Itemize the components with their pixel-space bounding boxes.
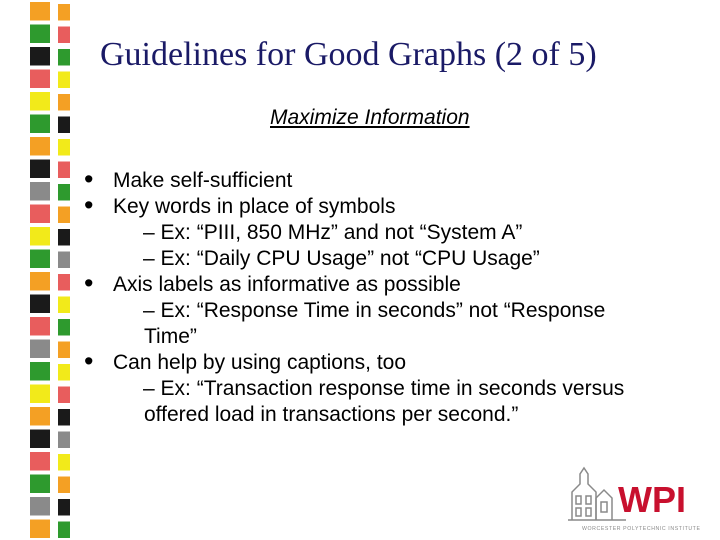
stripe-block: [58, 432, 70, 449]
stripe-block: [58, 274, 70, 291]
stripe-block: [30, 430, 50, 449]
wpi-logo: [566, 462, 716, 534]
sub-bullet-continuation: offered load in transactions per second.”: [144, 403, 519, 426]
stripe-block: [58, 117, 70, 134]
bullet-item: [84, 190, 684, 220]
stripe-block: [58, 139, 70, 156]
bullet-item: [84, 268, 684, 298]
sub-bullet-item: [84, 298, 684, 324]
sub-bullet-text: Ex: “Transaction response time in seconds versus: [160, 377, 625, 400]
bullet-marker: •: [84, 346, 94, 376]
bullet-item: [84, 164, 684, 194]
stripe-block: [58, 27, 70, 44]
stripe-block: [30, 272, 50, 291]
stripe-block: [58, 184, 70, 201]
stripe-block: [30, 362, 50, 381]
sub-bullet-continuation: Time”: [144, 325, 197, 348]
stripe-block: [30, 92, 50, 111]
sub-bullet-text: Ex: “Daily CPU Usage” not “CPU Usage”: [160, 247, 540, 270]
stripe-block: [30, 115, 50, 134]
stripe-block: [58, 319, 70, 336]
slide-title: Guidelines for Good Graphs (2 of 5): [100, 36, 597, 73]
bullet-list: [84, 164, 684, 428]
bullet-text: Can help by using captions, too: [113, 351, 407, 374]
dash-marker: –: [143, 299, 155, 322]
decorative-color-stripe: [0, 0, 80, 540]
stripe-block: [30, 250, 50, 269]
stripe-block: [30, 25, 50, 44]
bullet-text: Key words in place of symbols: [113, 195, 396, 218]
stripe-block: [58, 522, 70, 539]
dash-marker: –: [143, 247, 155, 270]
stripe-block: [30, 2, 50, 21]
stripe-block: [58, 477, 70, 494]
stripe-block: [30, 317, 50, 336]
sub-bullet-item: [84, 246, 684, 272]
bullet-item: [84, 346, 684, 376]
stripe-block: [58, 162, 70, 179]
stripe-block: [30, 340, 50, 359]
stripe-block: [58, 364, 70, 381]
stripe-block: [30, 70, 50, 89]
stripe-block: [30, 295, 50, 314]
stripe-block: [58, 72, 70, 89]
stripe-block: [58, 297, 70, 314]
sub-bullet-item: [84, 376, 684, 402]
stripe-block: [30, 182, 50, 201]
stripe-block: [30, 160, 50, 179]
stripe-block: [58, 94, 70, 111]
stripe-block: [58, 229, 70, 246]
bullet-text: Axis labels as informative as possible: [113, 273, 461, 296]
stripe-block: [30, 137, 50, 156]
stripe-block: [30, 520, 50, 539]
stripe-block: [30, 475, 50, 494]
stripe-block: [58, 252, 70, 269]
stripe-block: [30, 452, 50, 471]
stripe-block: [58, 387, 70, 404]
stripe-block: [58, 49, 70, 66]
stripe-block: [30, 497, 50, 516]
dash-marker: –: [143, 377, 155, 400]
bullet-text: Make self-sufficient: [113, 169, 293, 192]
logo-wordmark: WPI: [618, 479, 686, 520]
stripe-block: [58, 207, 70, 224]
stripe-block: [58, 409, 70, 426]
stripe-block: [58, 342, 70, 359]
bullet-marker: •: [84, 268, 94, 298]
logo-tagline: WORCESTER POLYTECHNIC INSTITUTE: [582, 526, 701, 532]
stripe-block: [30, 47, 50, 66]
sub-bullet-item: [84, 220, 684, 246]
stripe-block: [30, 407, 50, 426]
bullet-marker: •: [84, 190, 94, 220]
dash-marker: –: [143, 221, 155, 244]
stripe-block: [30, 205, 50, 224]
stripe-block: [58, 454, 70, 471]
stripe-block: [30, 385, 50, 404]
stripe-block: [58, 499, 70, 516]
sub-bullet-text: Ex: “PIII, 850 MHz” and not “System A”: [160, 221, 523, 244]
bullet-marker: •: [84, 164, 94, 194]
stripe-block: [30, 227, 50, 246]
sub-bullet-text: Ex: “Response Time in seconds” not “Response: [160, 299, 606, 322]
stripe-block: [58, 4, 70, 21]
slide-subtitle: Maximize Information: [270, 106, 470, 129]
